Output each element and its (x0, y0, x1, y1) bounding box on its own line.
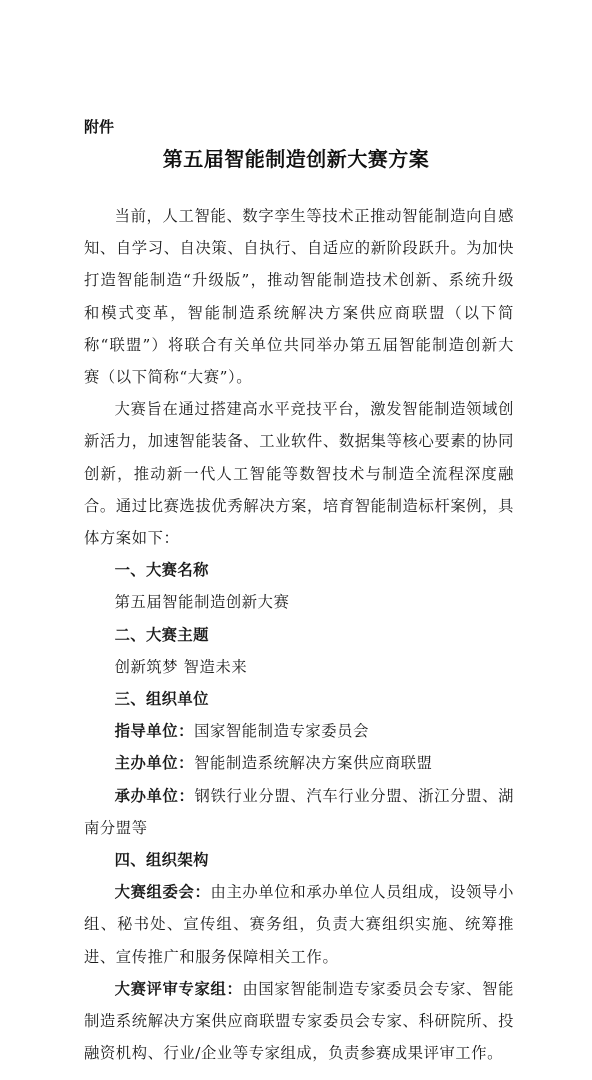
undertake-unit-line (84, 780, 514, 844)
section-content-theme: 创新筑梦 智造未来 (114, 657, 248, 676)
host-unit-value: 智能制造系统解决方案供应商联盟 (194, 754, 433, 773)
section-heading-name: 一、大赛名称 (114, 561, 209, 580)
committee-label: 大赛组委会： (114, 883, 211, 902)
document-title: 第五届智能制造创新大赛方案 (162, 147, 430, 171)
section-heading-theme: 二、大赛主题 (114, 625, 209, 644)
annex-label: 附件 (84, 118, 115, 136)
section-content-name: 第五届智能制造创新大赛 (114, 593, 290, 612)
host-unit-line (84, 747, 514, 779)
section-heading-structure: 四、组织架构 (114, 851, 209, 870)
experts-value: 由国家智能制造专家委员会专家、智能制造系统解决方案供应商联盟专家委员会专家、科研院所、投融资机构、行业/企业等专家组成，负责参赛成果评审工作。 (84, 979, 514, 1063)
intro-paragraph-1: 当前，人工智能、数字孪生等技术正推动智能制造向自感知、自学习、自决策、自执行、自适应的新阶段跃升。为加快打造智能制造“升级版”，推动智能制造技术创新、系统升级和模式变革，智能制造系统解决方案供应商联盟（以下简称“联盟”）将联合有关单位共同举办第五届智能制造创新大赛（以下简称“大赛”）。 (84, 207, 514, 387)
experts-label: 大赛评审专家组： (114, 979, 243, 998)
experts-line (84, 973, 514, 1070)
committee-value: 由主办单位和承办单位人员组成，设领导小组、秘书处、宣传组、赛务组，负责大赛组织实施、统筹推进、宣传推广和服务保障相关工作。 (84, 883, 514, 966)
guide-unit-value: 国家智能制造专家委员会 (194, 722, 369, 741)
intro-paragraph-2: 大赛旨在通过搭建高水平竞技平台，激发智能制造领域创新活力，加速智能装备、工业软件、数据集等核心要素的协同创新，推动新一代人工智能等数智技术与制造全流程深度融合。通过比赛选拔优秀解决方案，培育智能制造标杆案例，具体方案如下： (84, 400, 514, 548)
guide-unit-label: 指导单位： (114, 722, 195, 741)
undertake-unit-label: 承办单位： (114, 786, 195, 805)
guide-unit-line (84, 715, 514, 747)
document-body (84, 200, 514, 1069)
section-heading-organizers: 三、组织单位 (114, 690, 209, 709)
committee-line (84, 876, 514, 973)
undertake-unit-value: 钢铁行业分盟、汽车行业分盟、浙江分盟、湖南分盟等 (84, 786, 514, 837)
host-unit-label: 主办单位： (114, 754, 195, 773)
